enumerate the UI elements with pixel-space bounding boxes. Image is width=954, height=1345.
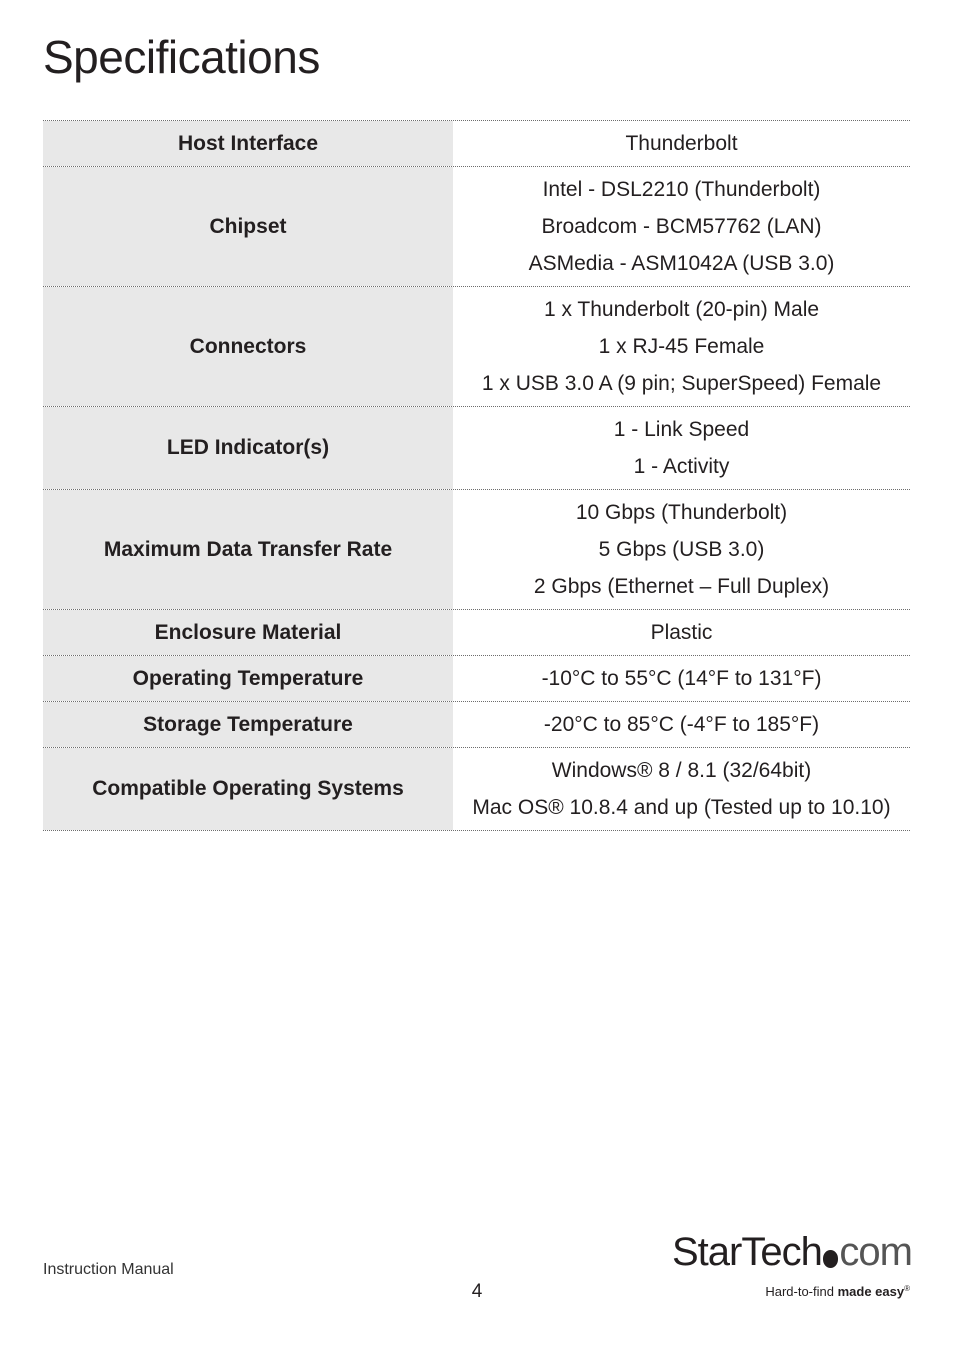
spec-label: Chipset [43,167,453,286]
spec-label: Enclosure Material [43,610,453,655]
registered-mark: ® [904,1284,910,1293]
spec-label: Operating Temperature [43,656,453,701]
spec-values [453,702,910,747]
spec-row [43,748,910,831]
spec-label: Connectors [43,287,453,406]
logo-brand-text: StarTech [672,1230,822,1274]
logo-suffix-text: com [839,1230,912,1274]
spec-label: Host Interface [43,121,453,166]
spec-values [453,407,910,489]
spec-values [453,167,910,286]
spec-value: Plastic [650,621,713,644]
spec-values [453,287,910,406]
spec-values [453,610,910,655]
logo-wordmark [672,1230,912,1274]
spec-label: LED Indicator(s) [43,407,453,489]
spec-row [43,610,910,656]
spec-value: Mac OS® 10.8.4 and up (Tested up to 10.10) [472,796,891,819]
page-number: 4 [471,1281,483,1302]
spec-value: 10 Gbps (Thunderbolt) [575,501,788,524]
spec-value: -20°C to 85°C (-4°F to 185°F) [543,713,820,736]
spec-value: -10°C to 55°C (14°F to 131°F) [541,667,822,690]
spec-value: ASMedia - ASM1042A (USB 3.0) [528,252,835,275]
spec-values [453,748,910,830]
spec-label: Storage Temperature [43,702,453,747]
spec-values [453,490,910,609]
spec-value: 1 x RJ-45 Female [598,335,765,358]
spec-values [453,656,910,701]
spec-value: 2 Gbps (Ethernet – Full Duplex) [533,575,830,598]
spec-label: Maximum Data Transfer Rate [43,490,453,609]
logo-tagline-bold: made easy [837,1284,905,1299]
spec-row [43,407,910,490]
footer-document-type: Instruction Manual [43,1261,174,1278]
spec-value: 1 x Thunderbolt (20-pin) Male [543,298,820,321]
logo-dot-icon [823,1250,839,1268]
spec-value: 1 x USB 3.0 A (9 pin; SuperSpeed) Female [481,372,882,395]
spec-row [43,287,910,407]
logo-tagline [765,1284,910,1299]
specifications-table [43,120,910,831]
spec-value: Intel - DSL2210 (Thunderbolt) [542,178,821,201]
spec-value: Thunderbolt [625,132,738,155]
spec-value: Windows® 8 / 8.1 (32/64bit) [551,759,812,782]
spec-value: 1 - Activity [633,455,730,478]
spec-row [43,490,910,610]
spec-value: 5 Gbps (USB 3.0) [598,538,765,561]
spec-row [43,167,910,287]
spec-row [43,121,910,167]
startech-logo [672,1230,912,1305]
page-title: Specifications [43,31,320,83]
spec-row [43,702,910,748]
spec-value: 1 - Link Speed [613,418,750,441]
spec-values [453,121,910,166]
spec-row [43,656,910,702]
spec-label: Compatible Operating Systems [43,748,453,830]
logo-tagline-plain: Hard-to-find [765,1284,834,1299]
spec-value: Broadcom - BCM57762 (LAN) [541,215,822,238]
